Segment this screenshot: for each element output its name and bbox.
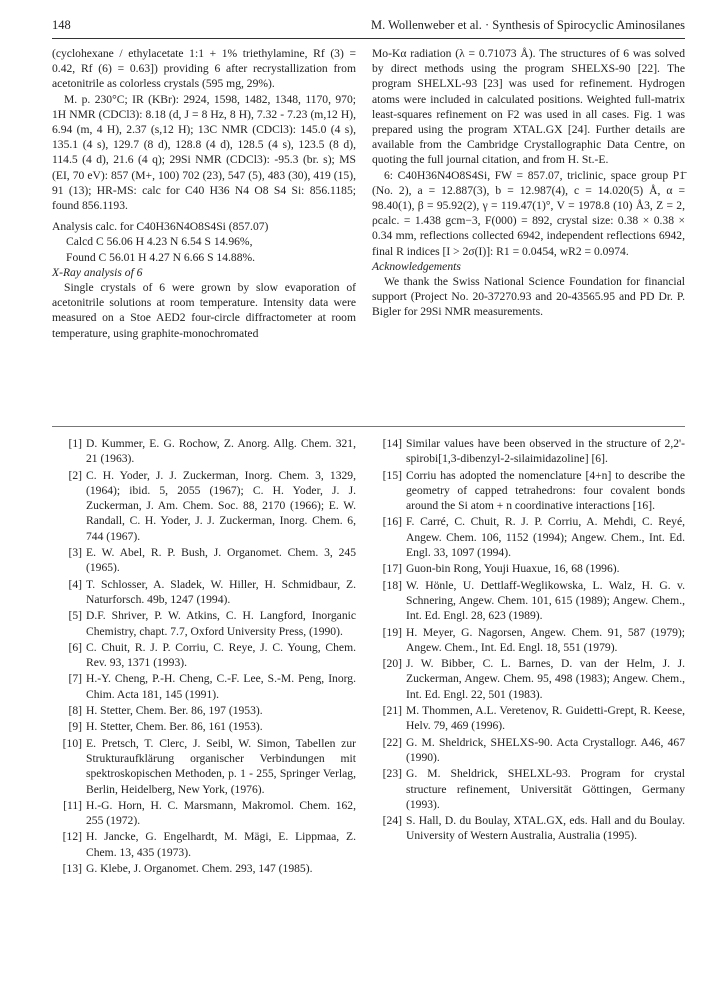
page-header	[52, 18, 685, 34]
reference-number: [4]	[68, 577, 82, 591]
reference-item	[372, 561, 685, 576]
reference-text: H. Stetter, Chem. Ber. 86, 197 (1953).	[86, 704, 263, 718]
calcd-label: Calcd	[66, 235, 94, 249]
found-values: C 56.01 H 4.27 N 6.66 S 14.88%.	[98, 250, 256, 264]
reference-number: [19]	[382, 625, 402, 639]
reference-number: [17]	[382, 562, 402, 576]
reference-number: [13]	[62, 862, 82, 876]
reference-item	[372, 735, 685, 766]
reference-item	[372, 766, 685, 812]
xray-paragraph: Single crystals of 6 were grown by slow evaporation of acetonitrile solutions at room temperature. Intensity data were measured on a Stoe AED2 four-circle diffractometer at room temperature, using graphite-monochromated	[52, 281, 356, 340]
reference-item	[52, 608, 356, 639]
reference-item	[372, 625, 685, 656]
reference-number: [6]	[68, 640, 82, 654]
reference-item	[52, 861, 356, 876]
reference-text: H.-Y. Cheng, P.-H. Cheng, C.-F. Lee, S.-M. Peng, Inorg. Chim. Acta 181, 145 (1991).	[86, 672, 356, 701]
reference-number: [1]	[68, 437, 82, 450]
reference-text: G. M. Sheldrick, SHELXL-93. Program for crystal structure refinement, Universität Göttingen, Germany (1993).	[406, 767, 685, 811]
analysis-calcd-row	[52, 234, 356, 249]
references-rule	[52, 426, 685, 427]
spectroscopy-paragraph: M. p. 230°C; IR (KBr): 2924, 1598, 1482, 1348, 1170, 970; 1H NMR (CDCl3): 8.18 (d, J = 8 Hz, 8 H), 7.32 - 7.23 (m,12 H), 6.94 (m, 4 H), 2.37 (s,12 H); 13C NMR (CDCl3): 145.0 (4 s), 135.1 (4 s), 129.7 (8 d), 128.8 (4 d), 128.5 (4 s), 123.5 (8 d), 114.5 (4 d), 21.6 (4 q); 29Si NMR (CDCl3): -95.3 (br. s); MS (EI, 70 eV): 857 (M+, 100) 702 (23), 547 (5), 483 (30), 419 (15), 91 (13); HR-MS: calc for C40 H36 N4 O8 S4 Si: 856.1185; found 856.1193.	[52, 92, 356, 213]
calcd-values: C 56.06 H 4.23 N 6.54 S 14.96%,	[95, 235, 253, 249]
reference-text: D. Kummer, E. G. Rochow, Z. Anorg. Allg. Chem. 321, 21 (1963).	[86, 437, 356, 466]
reference-number: [11]	[63, 798, 82, 812]
right-column	[372, 46, 685, 320]
running-title: M. Wollenweber et al. · Synthesis of Spirocyclic Aminosilanes	[371, 18, 685, 32]
reference-text: C. Chuit, R. J. P. Corriu, C. Reye, J. C. Young, Chem. Rev. 93, 1371 (1993).	[86, 640, 356, 670]
refinement-paragraph: Mo-Kα radiation (λ = 0.71073 Å). The structures of 6 was solved by direct methods using the program SHELXS-90 [22]. The program SHELXL-93 [23] was used for refinement. Hydrogen atoms were included in calculated positions. Weighted full-matrix least-squares refinement on F2 was used in all cases. Fig. 1 was prepared using the program XTAL.GX [24]. Further details are available from the Cambridge Crystallographic Data Centre, on quoting the full journal citation, and from H. St.-E.	[372, 47, 685, 167]
crystal-data-paragraph: 6: C40H36N4O8S4Si, FW = 857.07, triclinic, space group P1̄ (No. 2), a = 12.887(3), b = 12.987(4), c = 14.020(5) Å, α = 98.40(1), β = 95.92(2), γ = 119.47(1)°, V = 1978.8 (10) Å3, Z = 2, ρcalc. = 1.438 gcm−3, F(000) = 892, crystal size: 0.38 × 0.38 × 0.34 mm, reflections collected 6942, independent reflections 6942, final R indices [I > 2σ(I)]: R1 = 0.0454, wR2 = 0.0974.	[372, 168, 685, 258]
reference-text: Guon-bin Rong, Youji Huaxue, 16, 68 (1996).	[406, 562, 620, 576]
reference-number: [9]	[68, 720, 82, 734]
reference-number: [15]	[382, 468, 402, 482]
reference-text: F. Carré, C. Chuit, R. J. P. Corriu, A. Mehdi, C. Reyé, Angew. Chem. 106, 1152 (1994); Angew. Chem., Int. Ed. Engl. 33, 1097 (1994).	[406, 515, 685, 560]
acknowledgements-title: Acknowledgements	[372, 259, 461, 273]
reference-text: M. Thommen, A.L. Veretenov, R. Guidetti-Grept, R. Keese, Helv. 79, 469 (1996).	[406, 704, 685, 733]
reference-item	[52, 719, 356, 734]
reference-text: Similar values have been observed in the structure of 2,2'-spirobi[1,3-dibenzyl-2-silaimidazoline] [6].	[406, 437, 685, 466]
page-number: 148	[52, 18, 71, 32]
reference-text: E. Pretsch, T. Clerc, J. Seibl, W. Simon, Tabellen zur Strukturaufklärung organischer Verbindungen mit spektroskopischen Methoden, p. 1 - 255, Springer Verlag, Berlin, Heidelberg, New York, (1976).	[86, 736, 356, 796]
reference-item	[52, 436, 356, 467]
analysis-found-row	[52, 250, 356, 265]
reference-item	[52, 468, 356, 544]
reference-number: [23]	[382, 767, 402, 781]
references-right	[372, 436, 685, 845]
reference-text: S. Hall, D. du Boulay, XTAL.GX, eds. Hall and du Boulay. University of Western Australia, Australia (1995).	[406, 814, 685, 843]
experimental-paragraph: (cyclohexane / ethylacetate 1:1 + 1% triethylamine, Rf (3) = 0.42, Rf (6) = 0.63]) providing 6 after recrystallization from acetonitrile as colorless crystals (595 mg, 29%).	[52, 47, 356, 91]
reference-number: [16]	[382, 515, 402, 529]
acknowledgements-paragraph: We thank the Swiss National Science Foundation for financial support (Project No. 20-37270.93 and 20-43565.95 and PD Dr. P. Bigler for 29Si NMR measurements.	[372, 275, 685, 319]
reference-text: T. Schlosser, A. Sladek, W. Hiller, H. Schmidbaur, Z. Naturforsch. 49b, 1247 (1994).	[86, 577, 356, 606]
reference-number: [21]	[382, 704, 402, 718]
reference-item	[372, 468, 685, 514]
reference-number: [7]	[68, 672, 82, 686]
header-rule	[52, 38, 685, 39]
reference-number: [20]	[382, 657, 402, 671]
reference-item	[52, 640, 356, 671]
reference-text: J. W. Bibber, C. L. Barnes, D. van der Helm, J. J. Zuckerman, Angew. Chem. 95, 498 (1983); Angew. Chem., Int. Ed. Engl. 22, 501 (1983).	[406, 657, 685, 701]
found-label: Found	[66, 250, 96, 264]
reference-number: [2]	[68, 468, 82, 482]
reference-number: [5]	[68, 609, 82, 623]
reference-item	[52, 829, 356, 860]
reference-number: [24]	[382, 814, 402, 828]
reference-item	[52, 671, 356, 702]
reference-number: [22]	[382, 735, 402, 749]
reference-item	[372, 703, 685, 734]
reference-text: H.-G. Horn, H. C. Marsmann, Makromol. Chem. 162, 255 (1972).	[86, 798, 356, 828]
reference-item	[372, 514, 685, 560]
xray-section-title: X-Ray analysis of 6	[52, 265, 143, 279]
analysis-title: Analysis calc. for C40H36N4O8S4Si (857.07)	[52, 220, 269, 234]
reference-text: E. W. Abel, R. P. Bush, J. Organomet. Chem. 3, 245 (1965).	[86, 546, 356, 575]
reference-item	[52, 703, 356, 718]
reference-item	[52, 736, 356, 797]
reference-text: H. Meyer, G. Nagorsen, Angew. Chem. 91, 587 (1979); Angew. Chem., Int. Ed. Engl. 18, 551 (1979).	[406, 625, 685, 654]
reference-item	[52, 577, 356, 608]
reference-item	[372, 656, 685, 702]
references-left	[52, 436, 356, 877]
reference-number: [14]	[382, 437, 402, 450]
reference-number: [8]	[68, 704, 82, 718]
reference-number: [12]	[62, 830, 82, 844]
reference-text: H. Stetter, Chem. Ber. 86, 161 (1953).	[86, 720, 263, 734]
reference-item	[372, 436, 685, 467]
reference-text: H. Jancke, G. Engelhardt, M. Mägi, E. Lippmaa, Z. Chem. 13, 435 (1973).	[86, 830, 356, 859]
reference-item	[372, 578, 685, 624]
reference-text: D.F. Shriver, P. W. Atkins, C. H. Langford, Inorganic Chemistry, chapt. 7.7, Oxford University Press, (1990).	[86, 609, 356, 638]
reference-number: [3]	[68, 546, 82, 560]
reference-item	[372, 813, 685, 844]
reference-text: G. M. Sheldrick, SHELXS-90. Acta Crystallogr. A46, 467 (1990).	[406, 735, 685, 764]
reference-text: G. Klebe, J. Organomet. Chem. 293, 147 (1985).	[86, 862, 313, 876]
reference-text: Corriu has adopted the nomenclature [4+n] to describe the geometry of capped tetrahedrons: four covalent bonds around the Si atom + n coordinative interactions [16].	[406, 468, 685, 513]
reference-number: [18]	[382, 578, 402, 592]
left-column	[52, 46, 356, 341]
reference-text: C. H. Yoder, J. J. Zuckerman, Inorg. Chem. 3, 1329, (1964); ibid. 5, 2055 (1967); C. H. Yoder, J. J. Zuckerman, J. Am. Chem. Soc. 88, 2170 (1966); E. W. Randall, C. H. Yoder, J. J. Zuckerman, Inorg. Chem. 6, 744 (1967).	[86, 468, 356, 543]
reference-item	[52, 545, 356, 576]
reference-number: [10]	[62, 736, 82, 750]
reference-item	[52, 798, 356, 829]
reference-text: W. Hönle, U. Dettlaff-Weglikowska, L. Walz, H. G. v. Schnering, Angew. Chem. 101, 615 (1989); Angew. Chem., Int. Ed. Engl. 28, 623 (1989).	[406, 578, 685, 623]
